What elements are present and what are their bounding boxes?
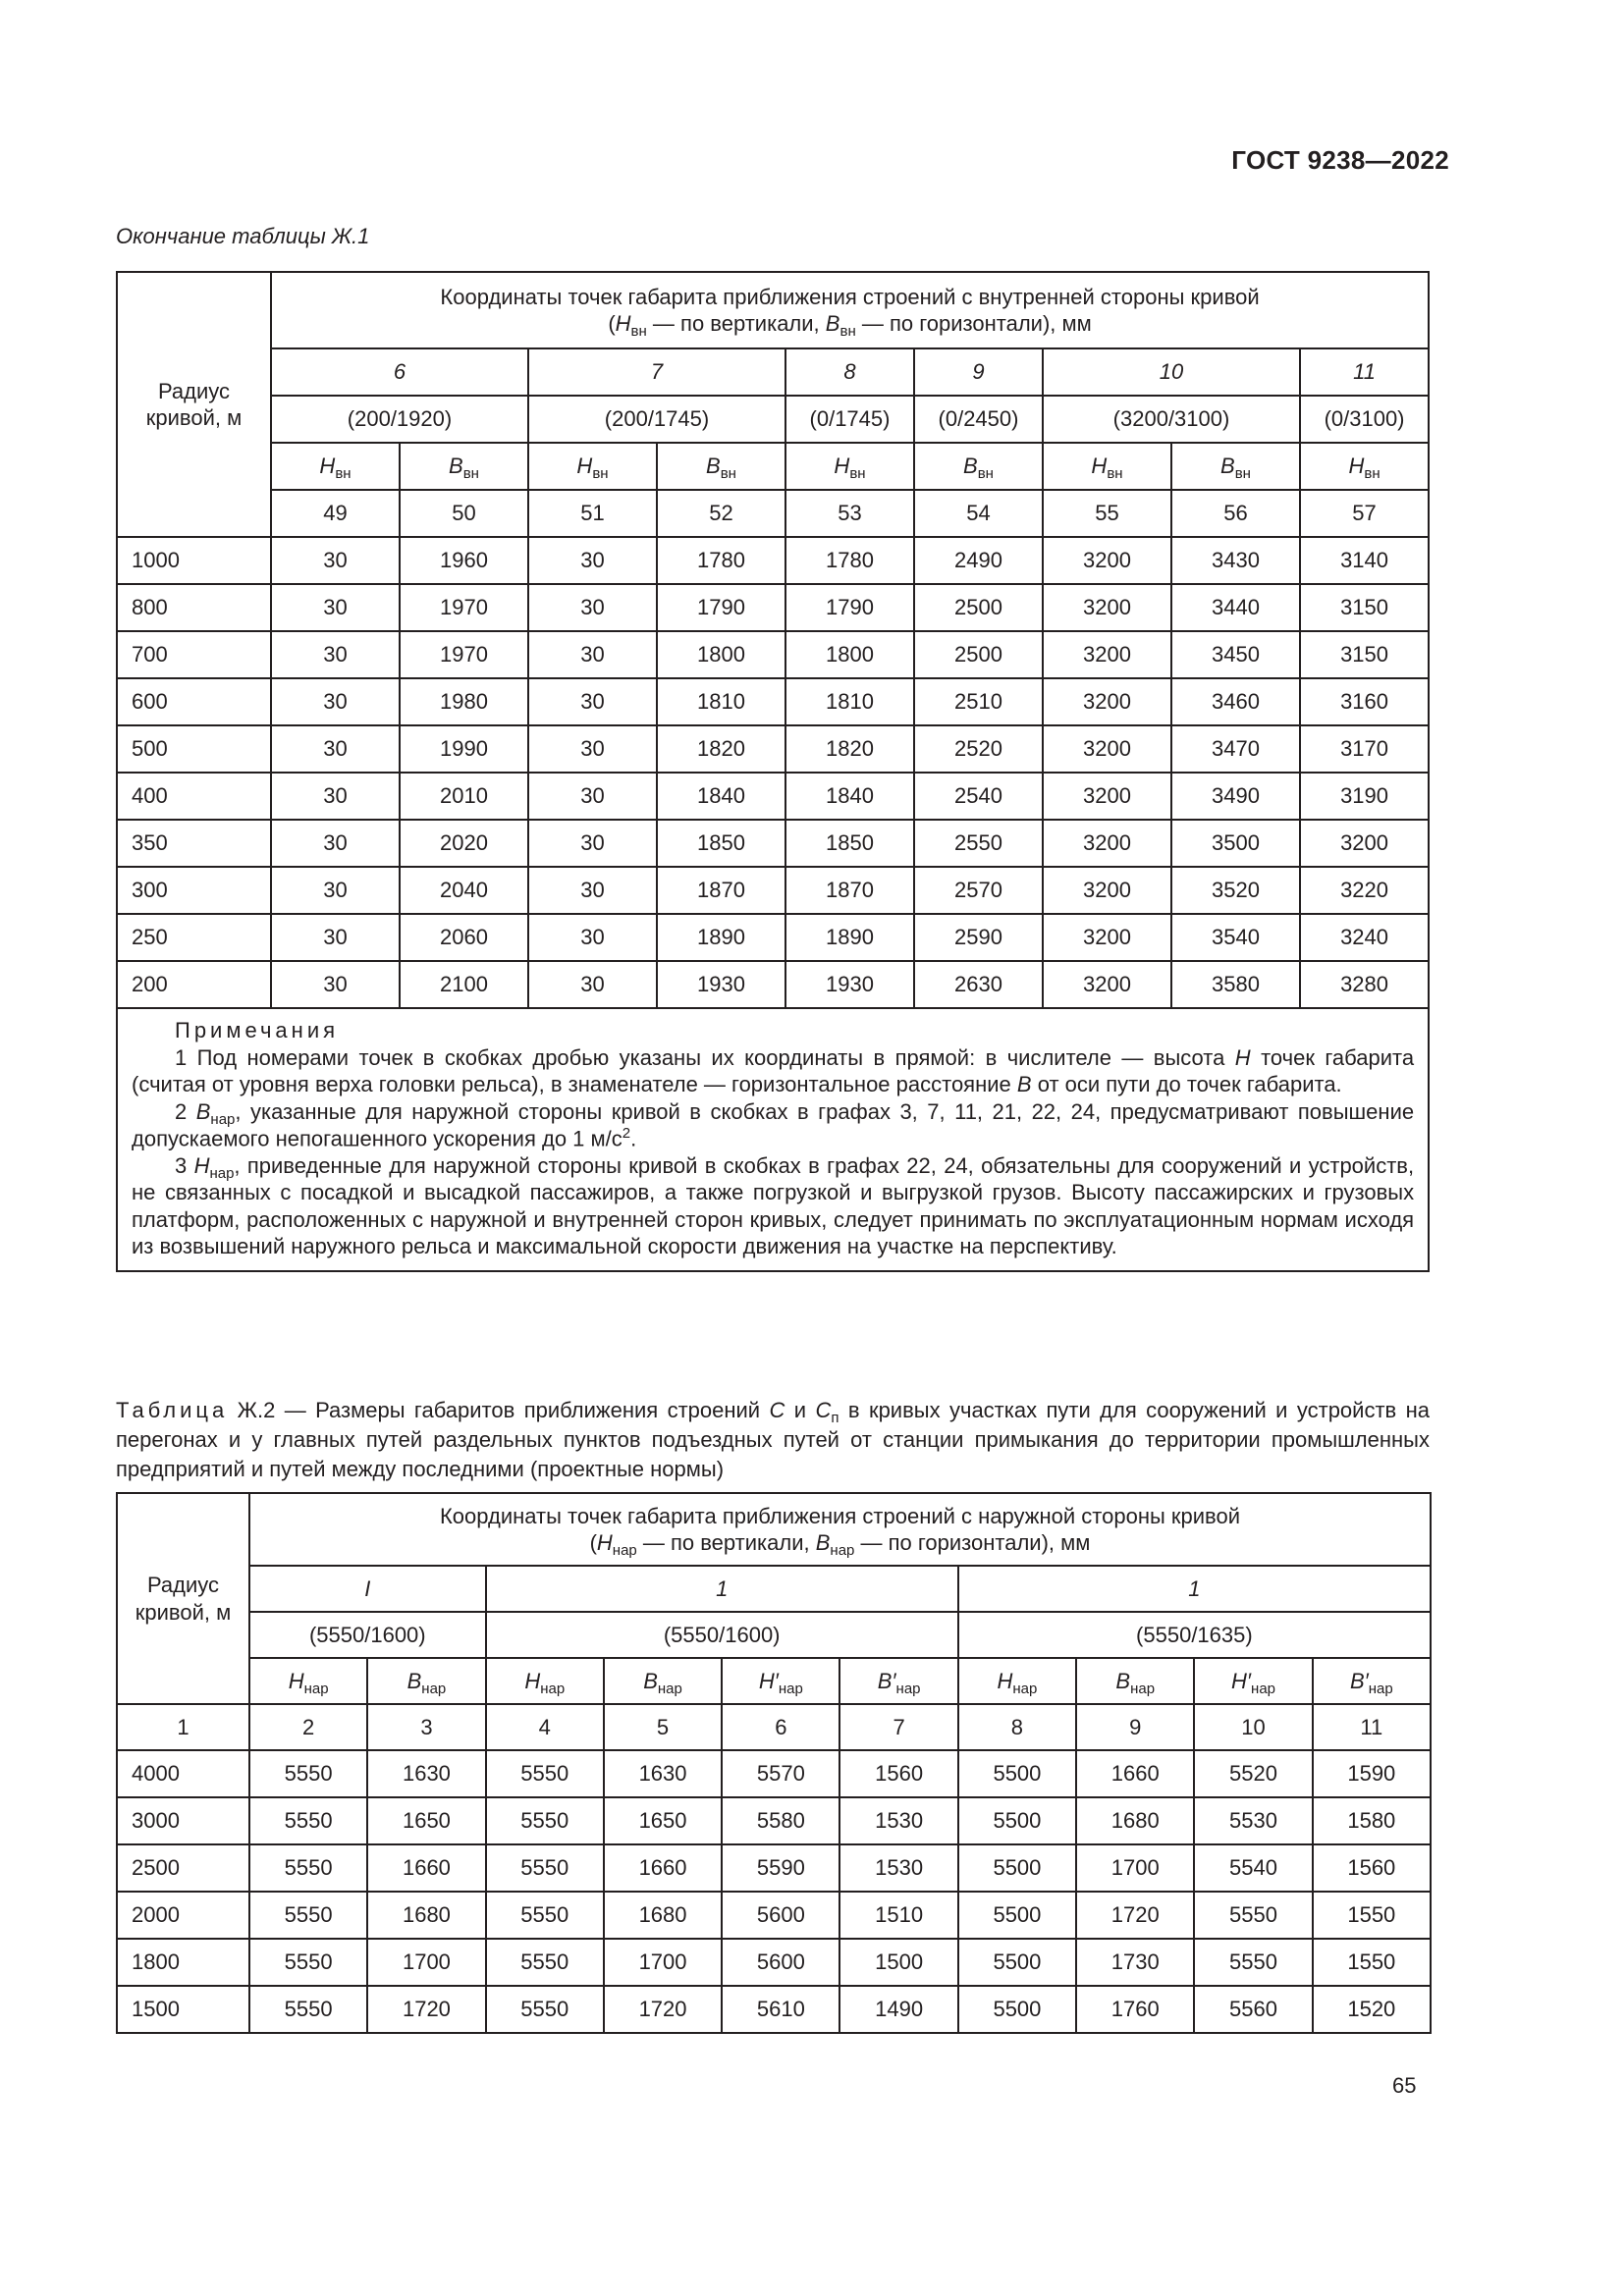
table-title-line2: ($H_{вн}$ — по вертикали, $B_{вн}$ — по горизонтали), мм: [608, 311, 1092, 340]
radius-header: Радиус кривой, м: [117, 272, 271, 537]
radius-cell: 700: [117, 631, 271, 678]
value-cell: 5540: [1194, 1844, 1312, 1892]
value-cell: 1890: [785, 914, 914, 961]
value-cell: 5550: [486, 1939, 604, 1986]
table-row: [117, 961, 1429, 1008]
value-cell: 1730: [1076, 1939, 1194, 1986]
point-coords: (0/1745): [785, 396, 914, 443]
value-cell: 5580: [722, 1797, 839, 1844]
value-cell: 30: [271, 961, 400, 1008]
value-cell: 5500: [958, 1939, 1076, 1986]
column-number-cell: 55: [1043, 490, 1171, 537]
notes-title: Примечания: [175, 1018, 340, 1042]
value-cell: 3460: [1171, 678, 1300, 725]
value-cell: 5500: [958, 1797, 1076, 1844]
value-cell: 3200: [1300, 820, 1429, 867]
value-cell: 5550: [486, 1986, 604, 2033]
value-cell: 30: [528, 678, 657, 725]
value-cell: 3200: [1043, 867, 1171, 914]
symbol-header-cell: $H_{вн}$: [785, 443, 914, 490]
value-cell: 1630: [604, 1750, 722, 1797]
radius-cell: 2000: [117, 1892, 249, 1939]
column-number-cell: 6: [722, 1704, 839, 1750]
value-cell: 5560: [1194, 1986, 1312, 2033]
column-number-cell: 9: [1076, 1704, 1194, 1750]
value-cell: 5550: [249, 1939, 367, 1986]
value-cell: 30: [271, 773, 400, 820]
table-row: [117, 867, 1429, 914]
table-row: [117, 1986, 1431, 2033]
value-cell: 5590: [722, 1844, 839, 1892]
table-zh2-caption: Таблица Ж.2 — Размеры габаритов приближения строений C и $C_п$ в кривых участках пути для сооружений и устройств на перегонах и у главных путей раздельных пунктов подъездных путей от станции примыкания до территории промышленных предприятий и путей между последними (проектные нормы): [116, 1398, 1430, 1481]
value-cell: 1800: [785, 631, 914, 678]
value-cell: 30: [528, 820, 657, 867]
value-cell: 1580: [1313, 1797, 1431, 1844]
value-cell: 1550: [1313, 1892, 1431, 1939]
value-cell: 5550: [486, 1844, 604, 1892]
value-cell: 1970: [400, 584, 528, 631]
value-cell: 1720: [1076, 1892, 1194, 1939]
point-number: 1: [958, 1566, 1431, 1612]
column-number-row: [117, 490, 1429, 537]
value-cell: 30: [528, 725, 657, 773]
point-number-row: [117, 348, 1429, 396]
value-cell: 1560: [839, 1750, 957, 1797]
value-cell: 1870: [785, 867, 914, 914]
point-number: I: [249, 1566, 486, 1612]
note-1: 1 Под номерами точек в скобках дробью указаны их координаты в прямой: в числителе — высота H точек габарита (считая от уровня верха головки рельса), в знаменателе — горизонтальное расстояние B от оси пути до точек габарита.: [132, 1044, 1415, 1096]
value-cell: 1510: [839, 1892, 957, 1939]
value-cell: 1680: [604, 1892, 722, 1939]
table-title-line1: Координаты точек габарита приближения строений с внутренней стороны кривой: [440, 284, 1260, 309]
point-coords: (0/3100): [1300, 396, 1429, 443]
table-title: [271, 272, 1429, 348]
point-number: 8: [785, 348, 914, 396]
column-number-cell: 10: [1194, 1704, 1312, 1750]
value-cell: 2100: [400, 961, 528, 1008]
symbol-header-cell: $B_{вн}$: [1171, 443, 1300, 490]
value-cell: 1660: [1076, 1750, 1194, 1797]
value-cell: 5550: [486, 1892, 604, 1939]
column-number-cell: 7: [839, 1704, 957, 1750]
table-row: [117, 820, 1429, 867]
value-cell: 1490: [839, 1986, 957, 2033]
value-cell: 30: [271, 631, 400, 678]
value-cell: 1720: [367, 1986, 485, 2033]
column-number-cell: 8: [958, 1704, 1076, 1750]
column-number-cell: 3: [367, 1704, 485, 1750]
document-id: ГОСТ 9238—2022: [1231, 145, 1449, 175]
column-number-cell: 49: [271, 490, 400, 537]
radius-cell: 1800: [117, 1939, 249, 1986]
column-number-row: [117, 1704, 1431, 1750]
value-cell: 5520: [1194, 1750, 1312, 1797]
value-cell: 1520: [1313, 1986, 1431, 2033]
value-cell: 1650: [604, 1797, 722, 1844]
table-row: [117, 773, 1429, 820]
value-cell: 1700: [367, 1939, 485, 1986]
symbol-header-cell: $B_{нар}$: [1076, 1658, 1194, 1704]
table-continuation-caption: Окончание таблицы Ж.1: [116, 224, 370, 248]
value-cell: 30: [271, 678, 400, 725]
value-cell: 5500: [958, 1892, 1076, 1939]
value-cell: 1930: [785, 961, 914, 1008]
value-cell: 2040: [400, 867, 528, 914]
value-cell: 1660: [367, 1844, 485, 1892]
column-number-cell: 52: [657, 490, 785, 537]
value-cell: 30: [271, 867, 400, 914]
symbol-header-row: [117, 443, 1429, 490]
value-cell: 30: [528, 584, 657, 631]
value-cell: 1890: [657, 914, 785, 961]
column-number-cell: 2: [249, 1704, 367, 1750]
value-cell: 1550: [1313, 1939, 1431, 1986]
point-coords-row: [117, 1612, 1431, 1658]
value-cell: 5500: [958, 1844, 1076, 1892]
value-cell: 5550: [1194, 1939, 1312, 1986]
radius-cell: 200: [117, 961, 271, 1008]
table-row: [117, 1892, 1431, 1939]
value-cell: 3170: [1300, 725, 1429, 773]
value-cell: 3580: [1171, 961, 1300, 1008]
value-cell: 2500: [914, 584, 1043, 631]
table-row: [117, 631, 1429, 678]
value-cell: 1590: [1313, 1750, 1431, 1797]
value-cell: 1760: [1076, 1986, 1194, 2033]
symbol-header-cell: $B_{вн}$: [914, 443, 1043, 490]
table-row: [117, 678, 1429, 725]
table-row: [117, 1939, 1431, 1986]
point-coords: (0/2450): [914, 396, 1043, 443]
value-cell: 1800: [657, 631, 785, 678]
value-cell: 1810: [657, 678, 785, 725]
radius-cell: 500: [117, 725, 271, 773]
table-zh1-continuation: [116, 271, 1430, 1272]
value-cell: 5550: [249, 1750, 367, 1797]
symbol-header-cell: $H_{нар}$: [486, 1658, 604, 1704]
table-row: [117, 537, 1429, 584]
column-number-cell: 1: [117, 1704, 249, 1750]
table-zh2: [116, 1492, 1432, 2034]
value-cell: 3190: [1300, 773, 1429, 820]
value-cell: 1840: [657, 773, 785, 820]
symbol-header-cell: $B_{нар}$: [604, 1658, 722, 1704]
value-cell: 3540: [1171, 914, 1300, 961]
note-3: 3 $H_{нар}$, приведенные для наружной стороны кривой в скобках в графах 22, 24, обязательны для сооружений и устройств, не связанных с посадкой и высадкой пассажиров, а также погрузкой и выгрузкой грузов. Высоту пассажирских и грузовых платформ, расположенных с наружной и внутренней сторон кривых, следует принимать по эксплуатационным нормам исходя из возвышений наружного рельса и максимальной скорости движения на участке на перспективу.: [132, 1152, 1415, 1259]
radius-cell: 300: [117, 867, 271, 914]
value-cell: 1500: [839, 1939, 957, 1986]
value-cell: 30: [271, 820, 400, 867]
radius-cell: 350: [117, 820, 271, 867]
symbol-header-cell: $B_{вн}$: [657, 443, 785, 490]
table-row: [117, 1750, 1431, 1797]
value-cell: 1970: [400, 631, 528, 678]
value-cell: 30: [528, 773, 657, 820]
value-cell: 3500: [1171, 820, 1300, 867]
point-coords-row: [117, 396, 1429, 443]
value-cell: 1680: [1076, 1797, 1194, 1844]
table-title: [249, 1493, 1431, 1566]
page-number: 65: [1392, 2073, 1417, 2098]
value-cell: 30: [528, 631, 657, 678]
value-cell: 1700: [1076, 1844, 1194, 1892]
radius-cell: 2500: [117, 1844, 249, 1892]
value-cell: 5550: [486, 1797, 604, 1844]
value-cell: 1700: [604, 1939, 722, 1986]
point-coords: (5550/1600): [249, 1612, 486, 1658]
symbol-header-cell: $H'_{нар}$: [722, 1658, 839, 1704]
value-cell: 2500: [914, 631, 1043, 678]
value-cell: 1660: [604, 1844, 722, 1892]
value-cell: 3470: [1171, 725, 1300, 773]
value-cell: 3430: [1171, 537, 1300, 584]
value-cell: 1850: [785, 820, 914, 867]
symbol-header-cell: $B'_{нар}$: [839, 1658, 957, 1704]
value-cell: 5610: [722, 1986, 839, 2033]
value-cell: 1530: [839, 1844, 957, 1892]
value-cell: 5530: [1194, 1797, 1312, 1844]
value-cell: 2570: [914, 867, 1043, 914]
value-cell: 1930: [657, 961, 785, 1008]
value-cell: 1560: [1313, 1844, 1431, 1892]
value-cell: 5500: [958, 1986, 1076, 2033]
value-cell: 5550: [249, 1844, 367, 1892]
value-cell: 1720: [604, 1986, 722, 2033]
note-2: 2 $B_{нар}$, указанные для наружной стороны кривой в скобках в графах 3, 7, 11, 21, 22, 24, предусматривают повышение допускаемого непогашенного ускорения до 1 $м/с^2$.: [132, 1098, 1415, 1151]
table-row: [117, 1844, 1431, 1892]
value-cell: 1870: [657, 867, 785, 914]
value-cell: 1680: [367, 1892, 485, 1939]
symbol-header-cell: $H_{вн}$: [528, 443, 657, 490]
value-cell: 3200: [1043, 678, 1171, 725]
value-cell: 5550: [249, 1892, 367, 1939]
value-cell: 5500: [958, 1750, 1076, 1797]
value-cell: 30: [271, 584, 400, 631]
symbol-header-cell: $H_{вн}$: [1300, 443, 1429, 490]
value-cell: 2630: [914, 961, 1043, 1008]
value-cell: 1780: [785, 537, 914, 584]
point-coords: (5550/1635): [958, 1612, 1431, 1658]
value-cell: 1850: [657, 820, 785, 867]
value-cell: 1980: [400, 678, 528, 725]
value-cell: 3520: [1171, 867, 1300, 914]
point-number: 6: [271, 348, 528, 396]
value-cell: 2020: [400, 820, 528, 867]
value-cell: 3450: [1171, 631, 1300, 678]
value-cell: 1790: [657, 584, 785, 631]
value-cell: 3200: [1043, 584, 1171, 631]
value-cell: 30: [528, 961, 657, 1008]
value-cell: 3490: [1171, 773, 1300, 820]
column-number-cell: 51: [528, 490, 657, 537]
column-number-cell: 53: [785, 490, 914, 537]
point-number: 7: [528, 348, 785, 396]
point-number-row: [117, 1566, 1431, 1612]
symbol-header-cell: $B_{вн}$: [400, 443, 528, 490]
point-coords: (200/1745): [528, 396, 785, 443]
value-cell: 3200: [1043, 725, 1171, 773]
value-cell: 2540: [914, 773, 1043, 820]
column-number-cell: 11: [1313, 1704, 1431, 1750]
value-cell: 1820: [657, 725, 785, 773]
radius-cell: 1000: [117, 537, 271, 584]
radius-cell: 1500: [117, 1986, 249, 2033]
value-cell: 1820: [785, 725, 914, 773]
value-cell: 5550: [249, 1797, 367, 1844]
value-cell: 3200: [1043, 914, 1171, 961]
value-cell: 1630: [367, 1750, 485, 1797]
value-cell: 1530: [839, 1797, 957, 1844]
value-cell: 3440: [1171, 584, 1300, 631]
value-cell: 1840: [785, 773, 914, 820]
radius-cell: 4000: [117, 1750, 249, 1797]
column-number-cell: 4: [486, 1704, 604, 1750]
radius-cell: 250: [117, 914, 271, 961]
radius-cell: 800: [117, 584, 271, 631]
value-cell: 2060: [400, 914, 528, 961]
value-cell: 1650: [367, 1797, 485, 1844]
value-cell: 5600: [722, 1892, 839, 1939]
radius-header: Радиус кривой, м: [117, 1493, 249, 1704]
radius-cell: 400: [117, 773, 271, 820]
point-number: 1: [486, 1566, 958, 1612]
table-row: [117, 1797, 1431, 1844]
value-cell: 3140: [1300, 537, 1429, 584]
value-cell: 1960: [400, 537, 528, 584]
value-cell: 2510: [914, 678, 1043, 725]
value-cell: 3200: [1043, 537, 1171, 584]
table-title-line2: ($H_{нар}$ — по вертикали, $B_{нар}$ — по горизонтали), мм: [589, 1530, 1091, 1559]
symbol-header-cell: $B'_{нар}$: [1313, 1658, 1431, 1704]
value-cell: 5550: [249, 1986, 367, 2033]
value-cell: 1990: [400, 725, 528, 773]
value-cell: 2520: [914, 725, 1043, 773]
point-number: 11: [1300, 348, 1429, 396]
column-number-cell: 50: [400, 490, 528, 537]
column-number-cell: 5: [604, 1704, 722, 1750]
value-cell: 3200: [1043, 961, 1171, 1008]
symbol-header-cell: $H_{нар}$: [249, 1658, 367, 1704]
value-cell: 2490: [914, 537, 1043, 584]
value-cell: 30: [271, 537, 400, 584]
value-cell: 2010: [400, 773, 528, 820]
value-cell: 3200: [1043, 773, 1171, 820]
point-coords: (200/1920): [271, 396, 528, 443]
value-cell: 30: [528, 867, 657, 914]
column-number-cell: 56: [1171, 490, 1300, 537]
radius-cell: 600: [117, 678, 271, 725]
value-cell: 1780: [657, 537, 785, 584]
value-cell: 30: [271, 914, 400, 961]
value-cell: 3150: [1300, 631, 1429, 678]
value-cell: 3280: [1300, 961, 1429, 1008]
symbol-header-cell: $H_{вн}$: [1043, 443, 1171, 490]
value-cell: 30: [271, 725, 400, 773]
value-cell: 3200: [1043, 631, 1171, 678]
radius-cell: 3000: [117, 1797, 249, 1844]
value-cell: 1790: [785, 584, 914, 631]
value-cell: 1810: [785, 678, 914, 725]
point-coords: (3200/3100): [1043, 396, 1300, 443]
value-cell: 5600: [722, 1939, 839, 1986]
table-row: [117, 584, 1429, 631]
value-cell: 2550: [914, 820, 1043, 867]
table-title-line1: Координаты точек габарита приближения строений с наружной стороны кривой: [439, 1503, 1241, 1528]
value-cell: 3200: [1043, 820, 1171, 867]
table-row: [117, 914, 1429, 961]
symbol-header-cell: $B_{нар}$: [367, 1658, 485, 1704]
value-cell: 2590: [914, 914, 1043, 961]
symbol-header-cell: $H_{вн}$: [271, 443, 400, 490]
value-cell: 3240: [1300, 914, 1429, 961]
column-number-cell: 57: [1300, 490, 1429, 537]
column-number-cell: 54: [914, 490, 1043, 537]
value-cell: 3160: [1300, 678, 1429, 725]
symbol-header-cell: $H_{нар}$: [958, 1658, 1076, 1704]
value-cell: 3220: [1300, 867, 1429, 914]
value-cell: 30: [528, 914, 657, 961]
symbol-header-cell: $H'_{нар}$: [1194, 1658, 1312, 1704]
symbol-header-row: [117, 1658, 1431, 1704]
value-cell: 5570: [722, 1750, 839, 1797]
point-number: 9: [914, 348, 1043, 396]
table-row: [117, 725, 1429, 773]
point-coords: (5550/1600): [486, 1612, 958, 1658]
point-number: 10: [1043, 348, 1300, 396]
value-cell: 5550: [1194, 1892, 1312, 1939]
value-cell: 30: [528, 537, 657, 584]
value-cell: 3150: [1300, 584, 1429, 631]
value-cell: 5550: [486, 1750, 604, 1797]
notes-block: [117, 1008, 1429, 1271]
